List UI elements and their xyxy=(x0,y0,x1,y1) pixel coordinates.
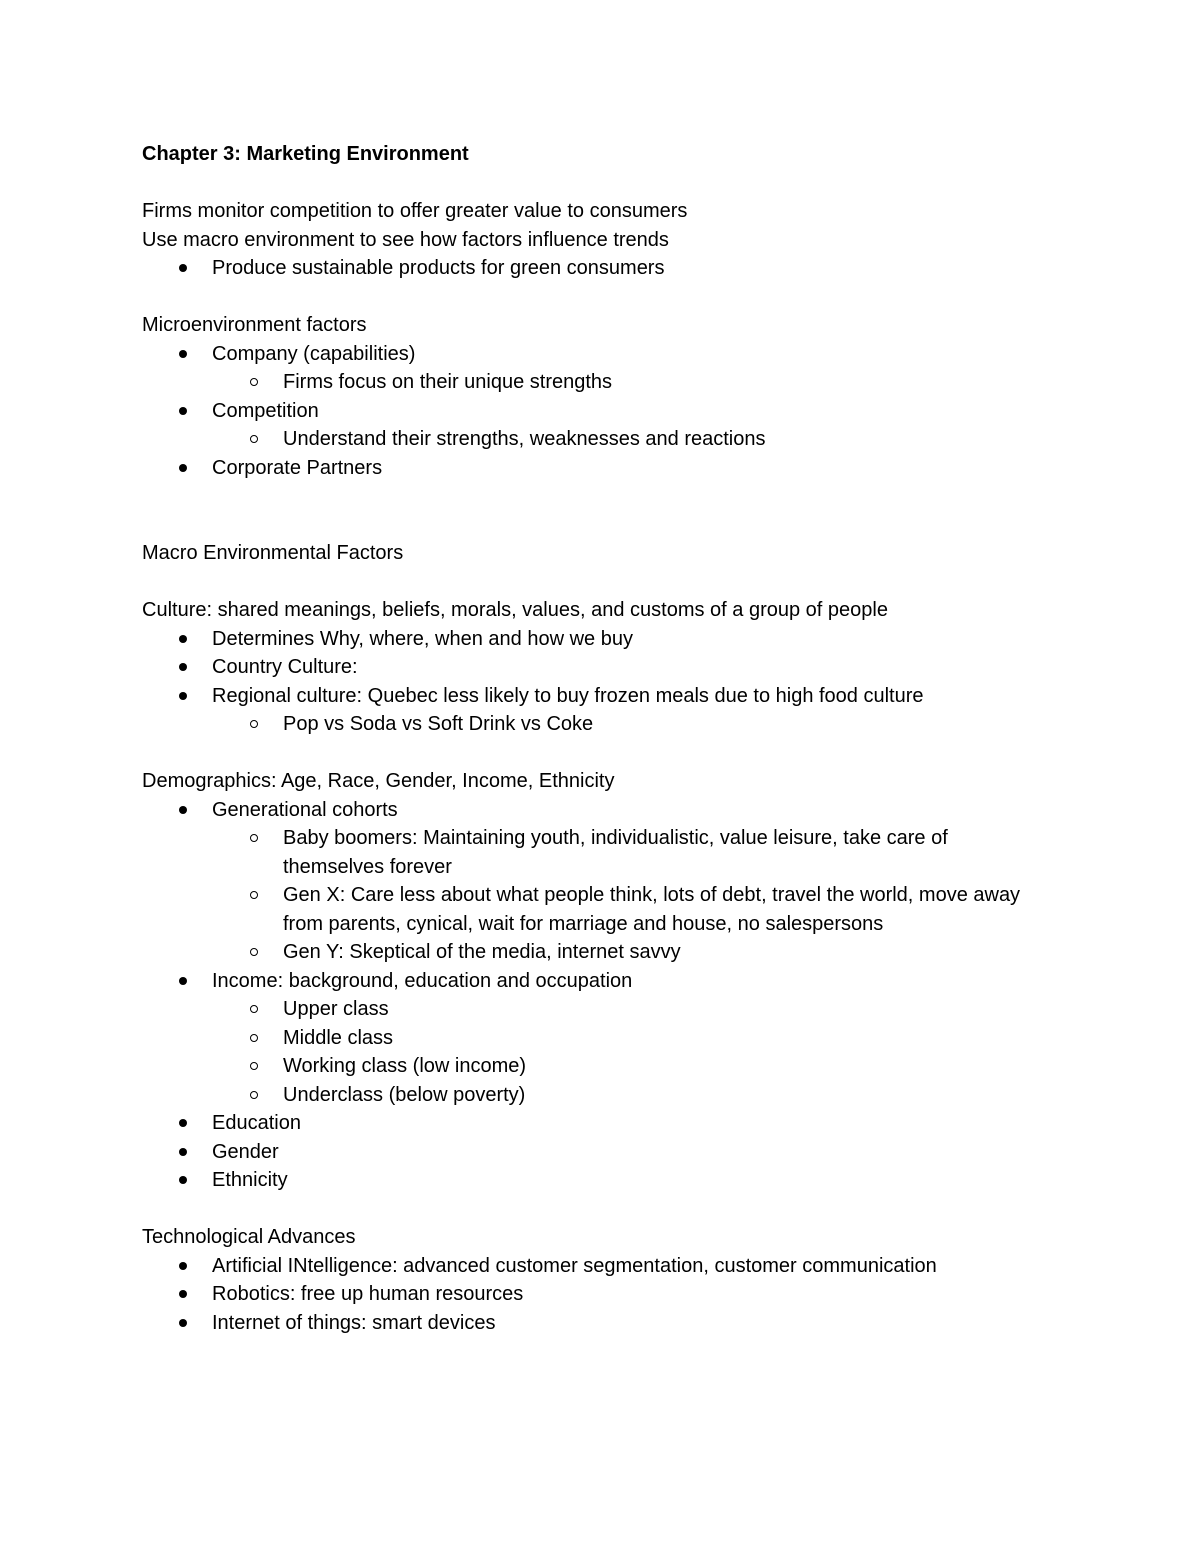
sub-bullet-text: Firms focus on their unique strengths xyxy=(283,368,1042,397)
sub-list-item xyxy=(142,425,1042,454)
bullet-text: Ethnicity xyxy=(212,1166,1042,1195)
list-item xyxy=(142,967,1042,996)
macro-heading: Macro Environmental Factors xyxy=(142,542,404,564)
sub-bullet-text: Gen Y: Skeptical of the media, internet savvy xyxy=(283,938,1042,967)
document-page xyxy=(142,140,1042,1337)
bullet-text: Artificial INtelligence: advanced customer segmentation, customer communication xyxy=(212,1252,1042,1281)
culture-heading: Culture: shared meanings, beliefs, morals, values, and customs of a group of people xyxy=(142,599,888,621)
bullet-text: Generational cohorts xyxy=(212,796,1042,825)
sub-bullet-text: Upper class xyxy=(283,995,1042,1024)
intro-list xyxy=(142,254,1042,283)
bullet-text: Education xyxy=(212,1109,1042,1138)
tech-heading: Technological Advances xyxy=(142,1226,356,1248)
list-item xyxy=(142,796,1042,825)
list-item xyxy=(142,254,1042,283)
sub-bullet-text: Understand their strengths, weaknesses and reactions xyxy=(283,425,1042,454)
sub-bullet-text: Pop vs Soda vs Soft Drink vs Coke xyxy=(283,710,1042,739)
bullet-text: Country Culture: xyxy=(212,653,1042,682)
list-item xyxy=(142,682,1042,711)
list-item xyxy=(142,340,1042,369)
page-title: Chapter 3: Marketing Environment xyxy=(142,143,469,165)
list-item xyxy=(142,653,1042,682)
sub-list-item xyxy=(142,881,1042,938)
list-item xyxy=(142,1138,1042,1167)
bullet-text: Corporate Partners xyxy=(212,454,1042,483)
sub-bullet-text: Baby boomers: Maintaining youth, individualistic, value leisure, take care of themselves forever xyxy=(283,824,1042,881)
list-item xyxy=(142,454,1042,483)
sub-list-item xyxy=(142,995,1042,1024)
tech-list xyxy=(142,1252,1042,1338)
micro-heading: Microenvironment factors xyxy=(142,314,367,336)
sub-list-item xyxy=(142,368,1042,397)
list-item xyxy=(142,1280,1042,1309)
spacer xyxy=(142,568,1042,597)
sub-list-item xyxy=(142,1024,1042,1053)
demographics-list xyxy=(142,796,1042,1195)
bullet-text: Gender xyxy=(212,1138,1042,1167)
micro-list xyxy=(142,340,1042,483)
spacer xyxy=(142,1195,1042,1224)
demographics-heading: Demographics: Age, Race, Gender, Income, Ethnicity xyxy=(142,770,615,792)
intro-line-2: Use macro environment to see how factors influence trends xyxy=(142,228,669,251)
list-item xyxy=(142,397,1042,426)
list-item xyxy=(142,1166,1042,1195)
sub-bullet-text: Gen X: Care less about what people think, lots of debt, travel the world, move away from parents, cynical, wait for marriage and house, no salespersons xyxy=(283,881,1042,938)
bullet-text: Produce sustainable products for green consumers xyxy=(212,254,1042,283)
spacer xyxy=(142,283,1042,312)
bullet-text: Regional culture: Quebec less likely to buy frozen meals due to high food culture xyxy=(212,682,1042,711)
list-item xyxy=(142,625,1042,654)
spacer xyxy=(142,739,1042,768)
sub-bullet-text: Middle class xyxy=(283,1024,1042,1053)
spacer xyxy=(142,482,1042,539)
sub-bullet-text: Working class (low income) xyxy=(283,1052,1042,1081)
intro-line-1: Firms monitor competition to offer greater value to consumers xyxy=(142,200,688,222)
sub-bullet-text: Underclass (below poverty) xyxy=(283,1081,1042,1110)
list-item xyxy=(142,1309,1042,1338)
sub-list-item xyxy=(142,710,1042,739)
list-item xyxy=(142,1252,1042,1281)
sub-list-item xyxy=(142,938,1042,967)
list-item xyxy=(142,1109,1042,1138)
bullet-text: Robotics: free up human resources xyxy=(212,1280,1042,1309)
sub-list-item xyxy=(142,1081,1042,1110)
bullet-text: Determines Why, where, when and how we buy xyxy=(212,625,1042,654)
bullet-text: Competition xyxy=(212,397,1042,426)
culture-list xyxy=(142,625,1042,739)
sub-list-item xyxy=(142,1052,1042,1081)
spacer xyxy=(142,169,1042,198)
sub-list-item xyxy=(142,824,1042,881)
bullet-text: Company (capabilities) xyxy=(212,340,1042,369)
bullet-text: Internet of things: smart devices xyxy=(212,1309,1042,1338)
bullet-text: Income: background, education and occupation xyxy=(212,967,1042,996)
